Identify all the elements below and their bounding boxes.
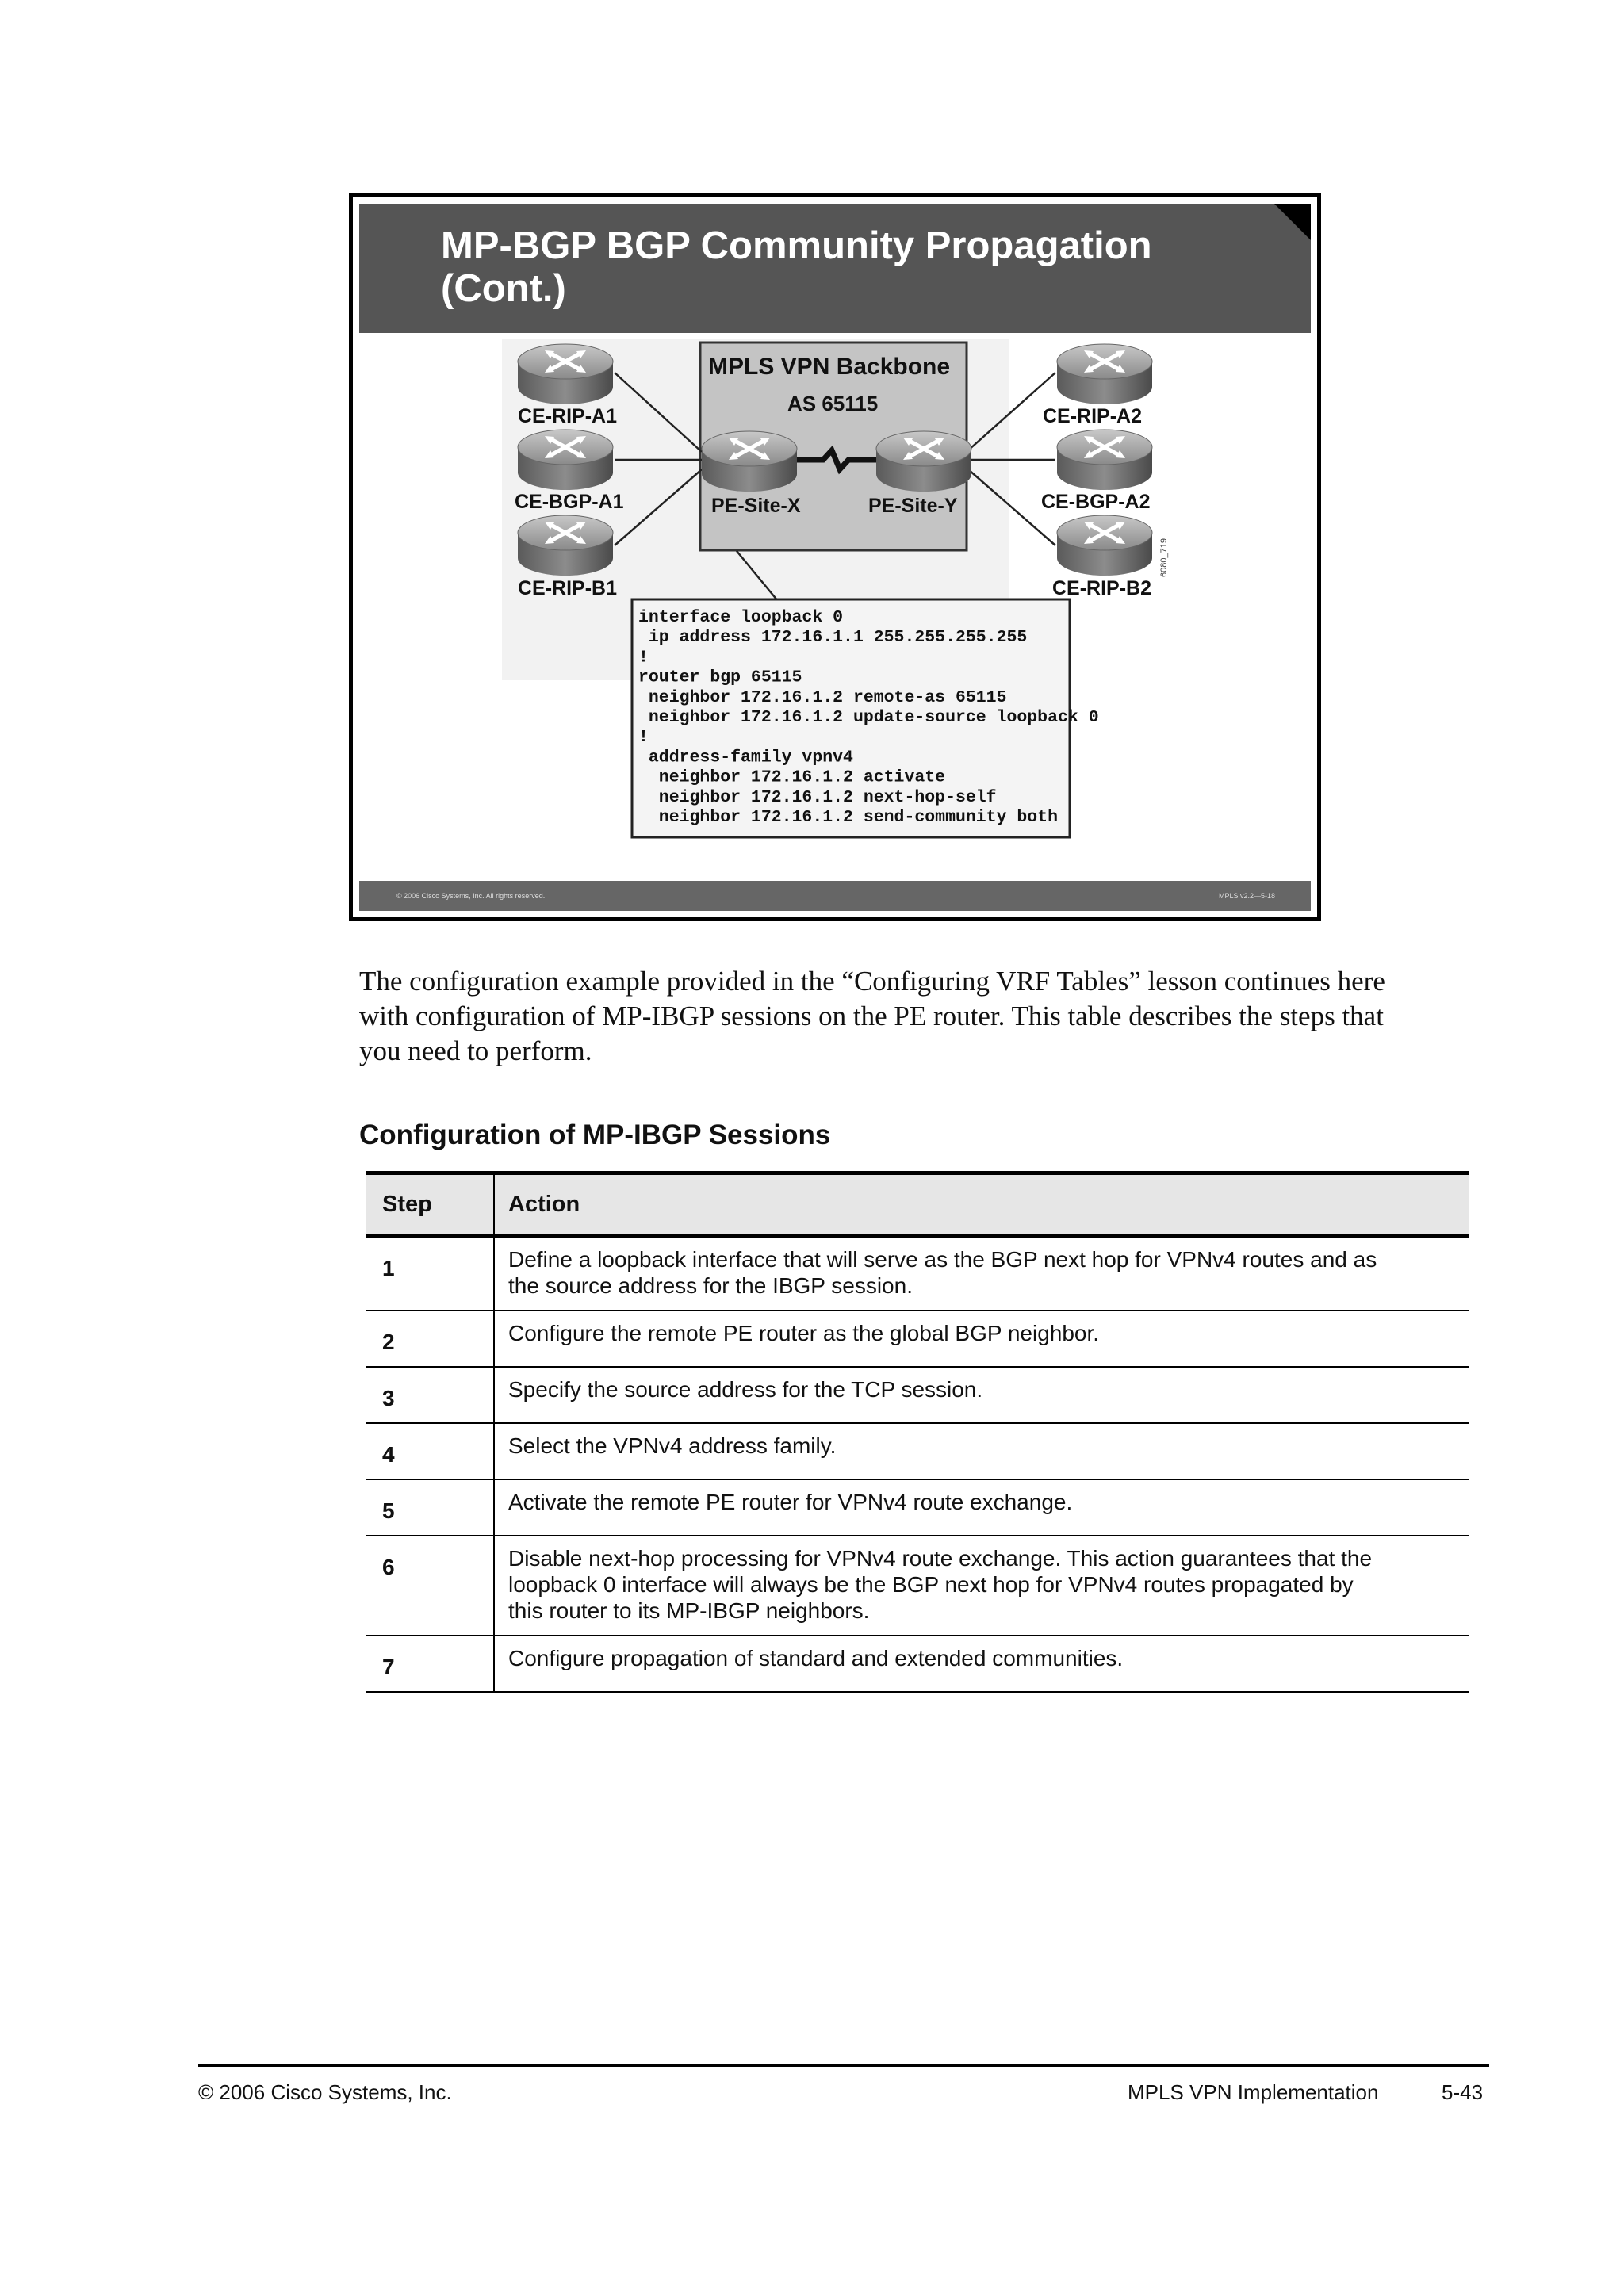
router-label: CE-RIP-A2 (1043, 405, 1143, 427)
router-label: CE-RIP-B2 (1052, 577, 1152, 599)
step-number: 3 (366, 1367, 494, 1423)
config-line: interface loopback 0 (638, 608, 844, 627)
footer-page-number: 5-43 (1442, 2080, 1484, 2104)
config-line: neighbor 172.16.1.2 send-community both (638, 808, 1058, 827)
as-number-label: AS 65115 (787, 392, 879, 415)
step-action-line: Specify the source address for the TCP session. (508, 1377, 983, 1402)
table-body (366, 1236, 1469, 1693)
slide-title-line: MP-BGP BGP Community Propagation (441, 224, 1152, 267)
router-label: PE-Site-X (711, 495, 801, 517)
config-line: router bgp 65115 (638, 668, 802, 687)
step-action-line: Select the VPNv4 address family. (508, 1433, 837, 1458)
router-icon (518, 515, 613, 576)
table-row (366, 1236, 1469, 1311)
step-action-line: Disable next-hop processing for VPNv4 route exchange. This action guarantees that the (508, 1546, 1373, 1571)
table-row (366, 1636, 1469, 1692)
config-line: ! (638, 728, 649, 748)
step-number: 6 (366, 1536, 494, 1636)
router-icon (1057, 344, 1152, 404)
step-action-line: Define a loopback interface that will serve as the BGP next hop for VPNv4 routes and as (508, 1247, 1377, 1272)
step-action (494, 1311, 1469, 1367)
router-icon (1057, 515, 1152, 576)
intro-line: The configuration example provided in the “Configuring VRF Tables” lesson continues here (359, 966, 1385, 997)
step-action (494, 1423, 1469, 1479)
slide-copyright: © 2006 Cisco Systems, Inc. All rights reserved. (396, 892, 546, 900)
config-line: ! (638, 648, 649, 668)
table-header-row (366, 1173, 1469, 1236)
slide-footer (359, 881, 1311, 911)
step-action-line: this router to its MP-IBGP neighbors. (508, 1598, 870, 1623)
footer-copyright: © 2006 Cisco Systems, Inc. (198, 2080, 452, 2104)
step-action (494, 1636, 1469, 1692)
footer-course: MPLS VPN Implementation (1128, 2080, 1379, 2104)
step-action (494, 1236, 1469, 1311)
router-label: CE-RIP-B1 (518, 577, 618, 599)
slide-title-line: (Cont.) (441, 267, 566, 310)
slide-figure (349, 193, 1321, 921)
router-icon (518, 344, 613, 404)
step-action-line: Configure propagation of standard and extended communities. (508, 1646, 1124, 1670)
intro-paragraph (359, 964, 1461, 1069)
step-action (494, 1479, 1469, 1536)
router-label: CE-BGP-A2 (1041, 491, 1151, 513)
backbone-title: MPLS VPN Backbone (708, 354, 951, 380)
router-label: CE-BGP-A1 (515, 491, 624, 513)
step-number: 5 (366, 1479, 494, 1536)
slide-title-bar (359, 204, 1311, 333)
step-action (494, 1367, 1469, 1423)
step-action-line: the source address for the IBGP session. (508, 1273, 913, 1298)
config-line: neighbor 172.16.1.2 next-hop-self (638, 787, 997, 807)
router-label: PE-Site-Y (868, 495, 958, 517)
header-step: Step (366, 1173, 494, 1236)
slide-code: MPLS v2.2—5-18 (1218, 892, 1275, 900)
footer-rule (198, 2064, 1489, 2067)
step-number: 2 (366, 1311, 494, 1367)
config-line: neighbor 172.16.1.2 remote-as 65115 (638, 687, 1007, 707)
table-row (366, 1479, 1469, 1536)
intro-line: you need to perform. (359, 1035, 592, 1066)
step-action-line: loopback 0 interface will always be the BGP next hop for VPNv4 routes propagated by (508, 1572, 1354, 1597)
router-label: CE-RIP-A1 (518, 405, 618, 427)
table-row (366, 1311, 1469, 1367)
step-action-line: Activate the remote PE router for VPNv4 route exchange. (508, 1490, 1073, 1514)
router-icon (876, 431, 971, 492)
figure-id: 6080_719 (1159, 538, 1169, 577)
table-row (366, 1367, 1469, 1423)
config-line: ip address 172.16.1.1 255.255.255.255 (638, 628, 1028, 648)
config-line: address-family vpnv4 (638, 748, 853, 767)
section-heading: Configuration of MP-IBGP Sessions (359, 1119, 831, 1150)
slide-title (441, 224, 1155, 310)
intro-line: with configuration of MP-IBGP sessions on the PE router. This table describes the steps that (359, 1001, 1384, 1031)
slide-content (359, 204, 1311, 911)
steps-table (366, 1171, 1469, 1693)
step-action (494, 1536, 1469, 1636)
step-action-line: Configure the remote PE router as the global BGP neighbor. (508, 1321, 1100, 1345)
router-icon (518, 430, 613, 490)
table-row (366, 1536, 1469, 1636)
config-line: neighbor 172.16.1.2 activate (638, 767, 946, 787)
step-number: 1 (366, 1236, 494, 1311)
step-number: 4 (366, 1423, 494, 1479)
header-action: Action (494, 1173, 1469, 1236)
config-line: neighbor 172.16.1.2 update-source loopback 0 (638, 708, 1099, 727)
table-row (366, 1423, 1469, 1479)
router-icon (702, 431, 797, 492)
network-diagram (359, 333, 1311, 848)
slide-corner-marker (1274, 204, 1311, 240)
step-number: 7 (366, 1636, 494, 1692)
router-icon (1057, 430, 1152, 490)
